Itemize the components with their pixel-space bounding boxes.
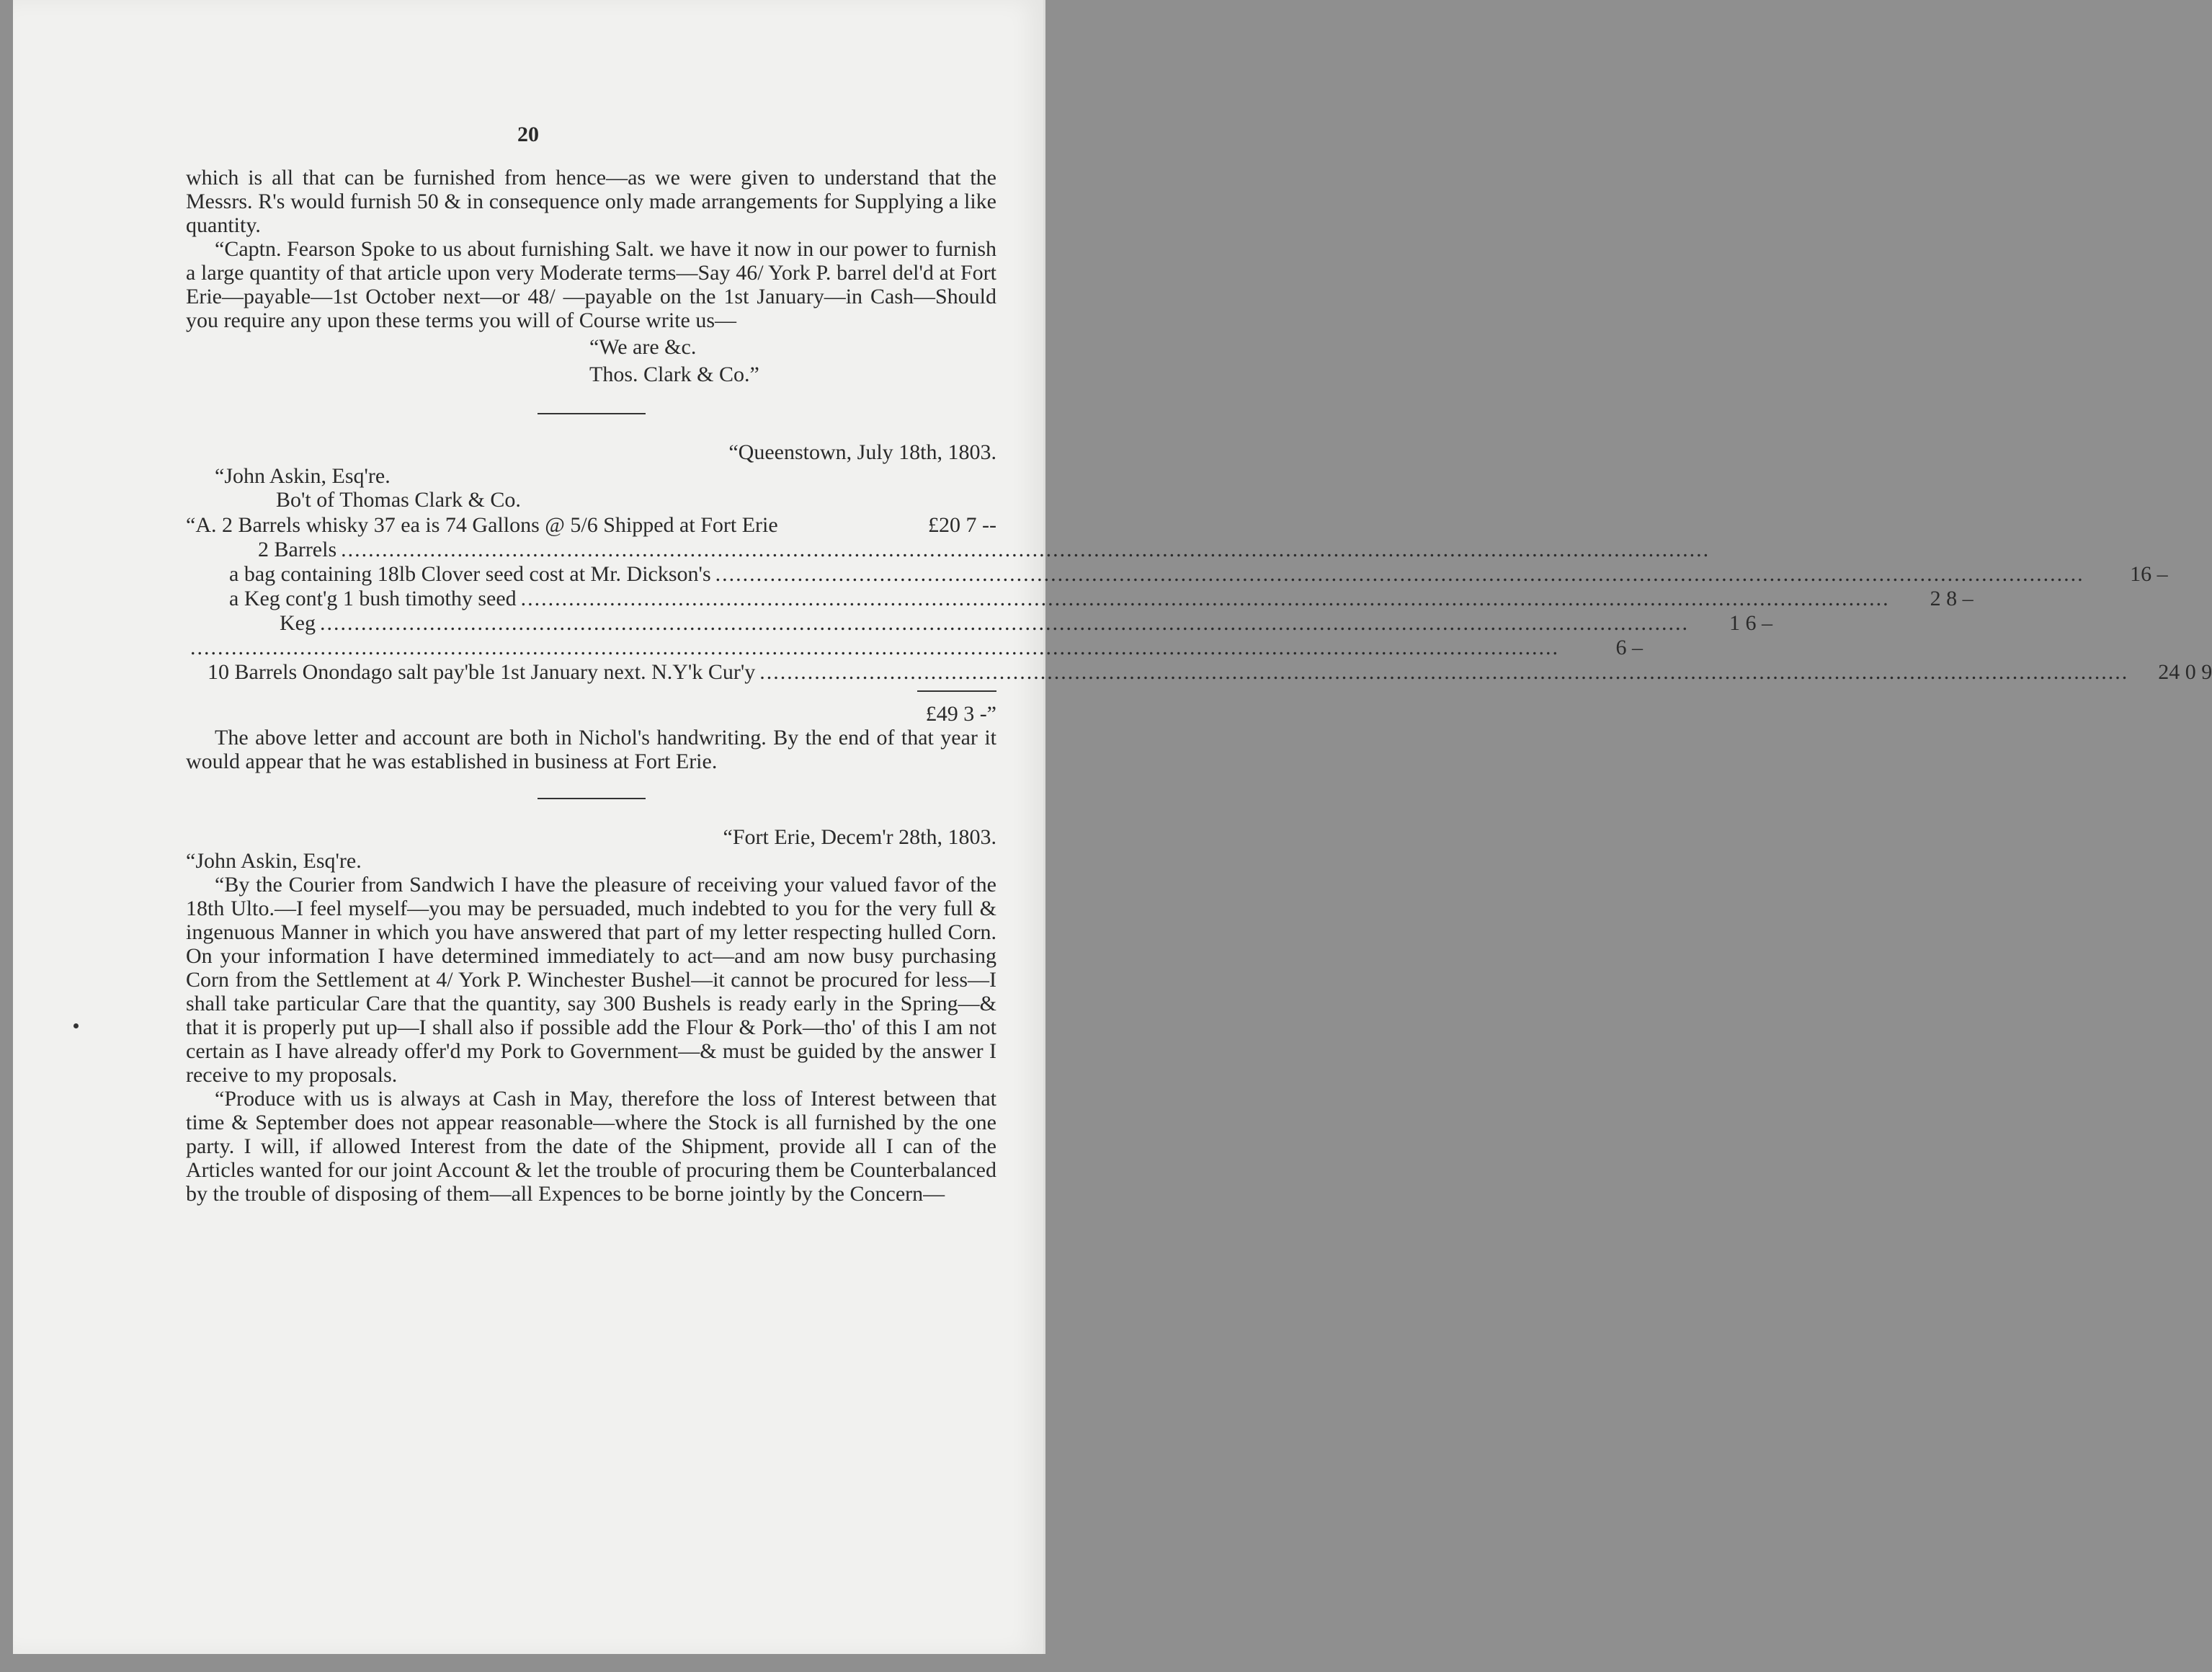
account-total: £49 3 -” — [917, 690, 996, 726]
account-item-description: 2 Barrels — [258, 538, 337, 561]
letter1-closing — [589, 334, 996, 388]
document-page — [13, 0, 2212, 1654]
letter2-date-line: “Fort Erie, Decem'r 28th, 1803. — [723, 825, 996, 849]
account-item-amount: £20 7 -- — [928, 513, 996, 537]
account-addressee: “John Askin, Esq're. — [215, 464, 391, 488]
account-item-description: “A. 2 Barrels whisky 37 ea is 74 Gallons @ 5/6 Shipped at Fort Erie — [186, 513, 778, 537]
account-total-row — [186, 690, 996, 726]
account-date-line: “Queenstown, July 18th, 1803. — [728, 440, 996, 464]
section-divider — [538, 413, 646, 414]
account-bought-of: Bo't of Thomas Clark & Co. — [276, 488, 521, 512]
account-item-row — [186, 562, 2168, 587]
account-item-row — [186, 587, 1974, 611]
account-items — [186, 513, 2212, 685]
section-divider — [538, 798, 646, 799]
closing-line-1: “We are &c. — [589, 335, 697, 359]
account-item-row — [186, 660, 2212, 685]
closing-signature: Thos. Clark & Co.” — [589, 363, 759, 386]
account-item-amount: 1 6 – — [1729, 611, 1772, 635]
account-item-row — [186, 611, 1772, 636]
account-item-amount: 24 0 9 — [2158, 660, 2212, 684]
page-number: 20 — [517, 123, 539, 146]
letter2-paragraph-2: “Produce with us is always at Cash in May, therefore the loss of Interest between that time & September does not appear reasonable—where the Stock is all furnished by the one party. I will, if allowed Interest from the date of the Shipment, provide all I can of the Articles wanted for our joint Account & let the trouble of procuring them be Counterbalanced by the trouble of disposing of them—all Expences to be borne jointly by the Concern— — [186, 1087, 996, 1206]
account-item-amount: 2 8 – — [1930, 587, 1974, 610]
letter1-paragraph-1: which is all that can be furnished from hence—as we were given to understand that the Messrs. R's would furnish 50 & in consequence only made arrangements for Supplying a like quantity. — [186, 166, 996, 237]
leader-dots: ........................................................................................................................................................................................................ — [319, 611, 1689, 635]
leader-dots: ........................................................................................................................................................................................................ — [341, 538, 1711, 561]
account-item-row — [186, 636, 1643, 660]
letter2-addressee: “John Askin, Esq're. — [186, 849, 362, 873]
leader-dots: ........................................................................................................................................................................................................ — [759, 660, 2129, 684]
account-item-row — [186, 513, 996, 538]
account-item-row — [186, 538, 1711, 562]
account-item-amount: 6 – — [1615, 636, 1643, 659]
leader-dots: ........................................................................................................................................................................................................ — [190, 636, 1559, 659]
editorial-note: The above letter and account are both in Nichol's handwriting. By the end of that year it would appear that he was established in business at Fort Erie. — [186, 726, 996, 773]
account-item-description: a Keg cont'g 1 bush timothy seed — [229, 587, 517, 610]
leader-dots: ........................................................................................................................................................................................................ — [520, 587, 1890, 610]
leader-dots: ........................................................................................................................................................................................................ — [715, 562, 2084, 586]
letter2-paragraph-1: “By the Courier from Sandwich I have the pleasure of receiving your valued favor of the 18th Ulto.—I feel myself—you may be persuaded, much indebted to you for the very full & ingenuous Manner in which you have answered that part of my letter respecting hulled Corn. On your information I have determined immediately to act—and am now busy purchasing Corn from the Settlement at 4/ York P. Winchester Bushel—it cannot be procured for less—I shall take particular Care that the quantity, say 300 Bushels is ready early in the Spring—& that it is properly put up—I shall also if possible add the Flour & Pork—tho' of this I am not certain as I have already offer'd my Pork to Government—& must be guided by the answer I receive to my proposals. — [186, 873, 996, 1087]
account-item-description: Keg — [280, 611, 316, 635]
account-item-description: a bag containing 18lb Clover seed cost at Mr. Dickson's — [229, 562, 711, 586]
account-item-description: 10 Barrels Onondago salt pay'ble 1st January next. N.Y'k Cur'y — [208, 660, 756, 684]
margin-mark — [73, 1023, 79, 1028]
page-content — [186, 166, 2212, 1206]
letter1-paragraph-2: “Captn. Fearson Spoke to us about furnishing Salt. we have it now in our power to furnish a large quantity of that article upon very Moderate terms—Say 46/ York P. barrel del'd at Fort Erie—payable—1st October next—or 48/ —payable on the 1st January—in Cash—Should you require any upon these terms you will of Course write us— — [186, 237, 996, 332]
account-item-amount: 16 – — [2130, 562, 2168, 586]
